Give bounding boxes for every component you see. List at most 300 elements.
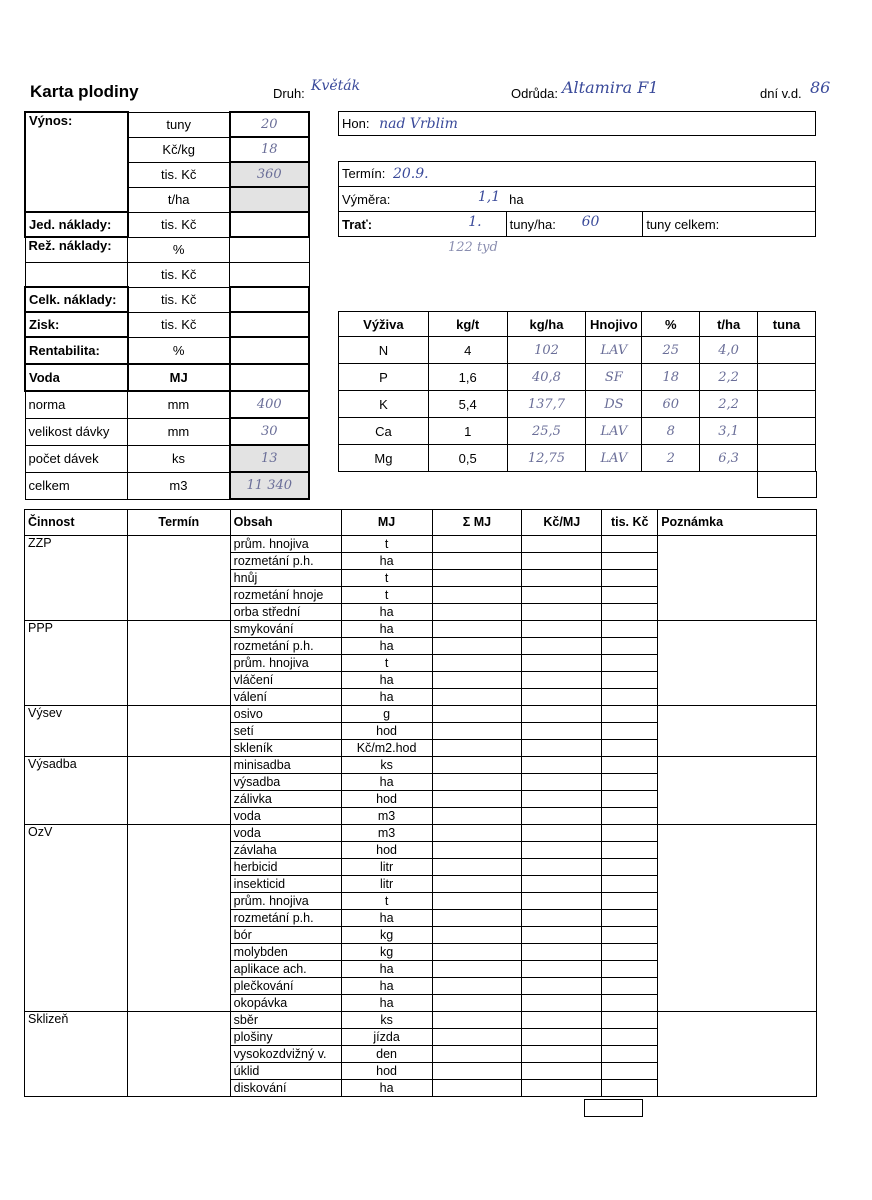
kgha-cell[interactable]: 40,8 bbox=[507, 364, 586, 391]
mj-cell: hod bbox=[341, 1063, 432, 1080]
sum-mj-cell[interactable] bbox=[432, 1063, 522, 1080]
poznamka-cell[interactable] bbox=[658, 1012, 817, 1097]
obsah-cell: prům. hnojiva bbox=[230, 655, 341, 672]
col-header: Obsah bbox=[230, 510, 341, 536]
odruda-label: Odrůda: bbox=[511, 86, 558, 101]
kgt-cell: 1 bbox=[428, 418, 507, 445]
sum-mj-cell[interactable] bbox=[432, 638, 522, 655]
zisk-label: Zisk: bbox=[25, 312, 128, 337]
nutrient-name: N bbox=[339, 337, 429, 364]
poznamka-cell[interactable] bbox=[658, 825, 817, 1012]
sum-mj-cell[interactable] bbox=[432, 553, 522, 570]
sum-mj-cell[interactable] bbox=[432, 825, 522, 842]
table-row bbox=[25, 757, 817, 774]
sum-mj-cell[interactable] bbox=[432, 995, 522, 1012]
mj-cell: ha bbox=[341, 910, 432, 927]
kc-mj-cell[interactable] bbox=[522, 553, 602, 570]
mj-cell: ha bbox=[341, 604, 432, 621]
tis-kc-cell[interactable] bbox=[602, 689, 658, 706]
page-title: Karta plodiny bbox=[30, 82, 139, 101]
tis-kc-cell[interactable] bbox=[602, 893, 658, 910]
kc-mj-cell[interactable] bbox=[522, 723, 602, 740]
mj-cell: ks bbox=[341, 757, 432, 774]
kc-mj-cell[interactable] bbox=[522, 995, 602, 1012]
obsah-cell: úklid bbox=[230, 1063, 341, 1080]
tis-kc-cell[interactable] bbox=[602, 978, 658, 995]
field-info-table bbox=[338, 161, 816, 237]
sum-mj-cell[interactable] bbox=[432, 842, 522, 859]
sum-mj-cell[interactable] bbox=[432, 706, 522, 723]
tuna-cell[interactable] bbox=[758, 364, 816, 391]
obsah-cell: rozmetání p.h. bbox=[230, 638, 341, 655]
unit-cell: tis. Kč bbox=[128, 262, 230, 287]
kc-mj-cell[interactable] bbox=[522, 808, 602, 825]
tis-kc-cell[interactable] bbox=[602, 825, 658, 842]
mj-cell: ha bbox=[341, 978, 432, 995]
tis-kc-cell[interactable] bbox=[602, 587, 658, 604]
unit-cell: t/ha bbox=[128, 187, 230, 212]
tis-kc-cell[interactable] bbox=[602, 723, 658, 740]
termin-cell[interactable] bbox=[127, 621, 230, 706]
dni-value[interactable]: 86 bbox=[810, 78, 831, 97]
kgha-cell[interactable]: 12,75 bbox=[507, 445, 586, 472]
obsah-cell: plečkování bbox=[230, 978, 341, 995]
value-cell bbox=[230, 364, 309, 391]
pct-cell[interactable]: 25 bbox=[642, 337, 700, 364]
sum-mj-cell[interactable] bbox=[432, 570, 522, 587]
kc-mj-cell[interactable] bbox=[522, 927, 602, 944]
dni-label: dní v.d. bbox=[760, 86, 802, 101]
odruda-value[interactable]: Altamira F1 bbox=[562, 78, 659, 97]
sum-mj-cell[interactable] bbox=[432, 723, 522, 740]
mj-cell: litr bbox=[341, 859, 432, 876]
obsah-cell: rozmetání hnoje bbox=[230, 587, 341, 604]
mj-cell: hod bbox=[341, 791, 432, 808]
tis-kc-cell[interactable] bbox=[602, 638, 658, 655]
unit-cell: % bbox=[128, 237, 230, 262]
obsah-cell: osivo bbox=[230, 706, 341, 723]
sum-mj-cell[interactable] bbox=[432, 757, 522, 774]
pct-cell[interactable]: 60 bbox=[642, 391, 700, 418]
obsah-cell: diskování bbox=[230, 1080, 341, 1097]
obsah-cell: prům. hnojiva bbox=[230, 893, 341, 910]
tunyha-label: tuny/ha: bbox=[509, 216, 556, 232]
water-label: počet dávek bbox=[25, 445, 128, 472]
col-header: Činnost bbox=[25, 510, 128, 536]
tis-kc-cell[interactable] bbox=[602, 553, 658, 570]
trat-cell[interactable] bbox=[339, 212, 507, 237]
mj-cell: kg bbox=[341, 944, 432, 961]
termin-cell[interactable] bbox=[127, 1012, 230, 1097]
obsah-cell: minisadba bbox=[230, 757, 341, 774]
water-label: velikost dávky bbox=[25, 418, 128, 445]
pct-cell[interactable]: 8 bbox=[642, 418, 700, 445]
kc-mj-cell[interactable] bbox=[522, 740, 602, 757]
sum-mj-cell[interactable] bbox=[432, 672, 522, 689]
sum-mj-cell[interactable] bbox=[432, 689, 522, 706]
obsah-cell: voda bbox=[230, 825, 341, 842]
obsah-cell: voda bbox=[230, 808, 341, 825]
handwritten-note: 122 tyd bbox=[448, 240, 498, 255]
obsah-cell: plošiny bbox=[230, 1029, 341, 1046]
trat-value[interactable]: 1. bbox=[468, 214, 482, 230]
tha-cell[interactable]: 2,2 bbox=[700, 391, 758, 418]
kc-mj-cell[interactable] bbox=[522, 774, 602, 791]
sum-mj-cell[interactable] bbox=[432, 774, 522, 791]
col-header: kg/t bbox=[428, 312, 507, 337]
kgha-cell[interactable]: 137,7 bbox=[507, 391, 586, 418]
value-cell[interactable] bbox=[230, 212, 309, 237]
kc-mj-cell[interactable] bbox=[522, 621, 602, 638]
hnojivo-cell[interactable]: LAV bbox=[586, 445, 642, 472]
jed-label: Jed. náklady: bbox=[25, 212, 128, 237]
mj-cell: ha bbox=[341, 672, 432, 689]
mj-cell: ha bbox=[341, 1080, 432, 1097]
mj-cell: m3 bbox=[341, 808, 432, 825]
obsah-cell: závlaha bbox=[230, 842, 341, 859]
obsah-cell: aplikace ach. bbox=[230, 961, 341, 978]
tis-kc-cell[interactable] bbox=[602, 1080, 658, 1097]
unit-cell: mm bbox=[128, 418, 230, 445]
druh-label: Druh: bbox=[273, 86, 305, 101]
poznamka-cell[interactable] bbox=[658, 536, 817, 621]
mj-cell: ha bbox=[341, 621, 432, 638]
nutrient-name: P bbox=[339, 364, 429, 391]
unit-cell: mm bbox=[128, 391, 230, 418]
sum-mj-cell[interactable] bbox=[432, 604, 522, 621]
mj-cell: jízda bbox=[341, 1029, 432, 1046]
unit-cell: tis. Kč bbox=[128, 162, 230, 187]
celk-label: Celk. náklady: bbox=[25, 287, 128, 312]
hon-value[interactable]: nad Vrblim bbox=[379, 115, 458, 132]
tunyha-cell[interactable] bbox=[506, 212, 643, 237]
tis-kc-cell[interactable] bbox=[602, 536, 658, 553]
sum-mj-cell[interactable] bbox=[432, 791, 522, 808]
poznamka-cell[interactable] bbox=[658, 706, 817, 757]
tis-kc-cell[interactable] bbox=[602, 944, 658, 961]
obsah-cell: zálivka bbox=[230, 791, 341, 808]
value-cell[interactable] bbox=[230, 312, 309, 337]
tuna-cell[interactable] bbox=[758, 445, 816, 472]
kgt-cell: 0,5 bbox=[428, 445, 507, 472]
hnojivo-cell[interactable]: LAV bbox=[586, 337, 642, 364]
tis-kc-cell[interactable] bbox=[602, 570, 658, 587]
activities-table bbox=[24, 509, 817, 1097]
obsah-cell: rozmetání p.h. bbox=[230, 910, 341, 927]
mj-cell: hod bbox=[341, 842, 432, 859]
vymera-value[interactable]: 1,1 bbox=[477, 189, 501, 205]
col-header: Σ MJ bbox=[432, 510, 522, 536]
tis-kc-cell[interactable] bbox=[602, 774, 658, 791]
yield-table bbox=[24, 111, 310, 500]
activity-group-label: OzV bbox=[25, 825, 128, 1012]
sum-mj-cell[interactable] bbox=[432, 910, 522, 927]
obsah-cell: skleník bbox=[230, 740, 341, 757]
kc-mj-cell[interactable] bbox=[522, 672, 602, 689]
kc-mj-cell[interactable] bbox=[522, 1063, 602, 1080]
tis-kc-cell[interactable] bbox=[602, 706, 658, 723]
sum-mj-cell[interactable] bbox=[432, 944, 522, 961]
sum-mj-cell[interactable] bbox=[432, 859, 522, 876]
value-cell[interactable] bbox=[230, 187, 309, 212]
termin-cell[interactable] bbox=[127, 706, 230, 757]
mj-cell: litr bbox=[341, 876, 432, 893]
unit-cell: Kč/kg bbox=[128, 137, 230, 162]
tha-cell[interactable]: 3,1 bbox=[700, 418, 758, 445]
activity-group-label: Sklizeň bbox=[25, 1012, 128, 1097]
activity-group-label: PPP bbox=[25, 621, 128, 706]
tunycelkem-cell[interactable] bbox=[643, 212, 816, 237]
tis-kc-cell[interactable] bbox=[602, 842, 658, 859]
value-cell[interactable]: 400 bbox=[230, 391, 309, 418]
mj-cell: ha bbox=[341, 774, 432, 791]
vymera-label: Výměra: bbox=[342, 191, 391, 207]
hon-cell[interactable] bbox=[339, 112, 816, 136]
kc-mj-cell[interactable] bbox=[522, 1012, 602, 1029]
tis-kc-cell[interactable] bbox=[602, 1063, 658, 1080]
sum-mj-cell[interactable] bbox=[432, 961, 522, 978]
sum-mj-cell[interactable] bbox=[432, 1029, 522, 1046]
col-header: Poznámka bbox=[658, 510, 817, 536]
obsah-cell: molybden bbox=[230, 944, 341, 961]
tis-kc-cell[interactable] bbox=[602, 995, 658, 1012]
mj-cell: t bbox=[341, 893, 432, 910]
obsah-cell: vláčení bbox=[230, 672, 341, 689]
sum-mj-cell[interactable] bbox=[432, 587, 522, 604]
kc-mj-cell[interactable] bbox=[522, 842, 602, 859]
unit-cell: tuny bbox=[128, 112, 230, 137]
kc-mj-cell[interactable] bbox=[522, 536, 602, 553]
mj-cell: t bbox=[341, 536, 432, 553]
sum-mj-cell[interactable] bbox=[432, 978, 522, 995]
value-cell[interactable]: 18 bbox=[230, 137, 309, 162]
sum-mj-cell[interactable] bbox=[432, 876, 522, 893]
tis-kc-total-cell[interactable] bbox=[584, 1099, 643, 1117]
druh-value[interactable]: Květák bbox=[311, 78, 361, 94]
termin-cell[interactable] bbox=[339, 162, 816, 187]
tis-kc-cell[interactable] bbox=[602, 604, 658, 621]
unit-cell: tis. Kč bbox=[128, 287, 230, 312]
hnojivo-cell[interactable]: SF bbox=[586, 364, 642, 391]
kc-mj-cell[interactable] bbox=[522, 638, 602, 655]
mj-cell: ha bbox=[341, 961, 432, 978]
kgt-cell: 1,6 bbox=[428, 364, 507, 391]
activity-group-label: Výsev bbox=[25, 706, 128, 757]
obsah-cell: setí bbox=[230, 723, 341, 740]
sum-mj-cell[interactable] bbox=[432, 621, 522, 638]
nutrient-name: Mg bbox=[339, 445, 429, 472]
tis-kc-cell[interactable] bbox=[602, 910, 658, 927]
nutrient-name: K bbox=[339, 391, 429, 418]
mj-cell: m3 bbox=[341, 825, 432, 842]
sum-mj-cell[interactable] bbox=[432, 808, 522, 825]
obsah-cell: prům. hnojiva bbox=[230, 536, 341, 553]
col-header: Výživa bbox=[339, 312, 429, 337]
tis-kc-cell[interactable] bbox=[602, 876, 658, 893]
mj-cell: ha bbox=[341, 995, 432, 1012]
tis-kc-cell[interactable] bbox=[602, 791, 658, 808]
obsah-cell: smykování bbox=[230, 621, 341, 638]
sum-mj-cell[interactable] bbox=[432, 1046, 522, 1063]
mj-cell: ha bbox=[341, 638, 432, 655]
obsah-cell: sběr bbox=[230, 1012, 341, 1029]
kc-mj-cell[interactable] bbox=[522, 978, 602, 995]
value-cell[interactable]: 20 bbox=[230, 112, 309, 137]
mj-cell: t bbox=[341, 587, 432, 604]
sum-mj-cell[interactable] bbox=[432, 536, 522, 553]
tha-cell[interactable]: 6,3 bbox=[700, 445, 758, 472]
col-header: Hnojivo bbox=[586, 312, 642, 337]
voda-unit: MJ bbox=[128, 364, 230, 391]
value-cell[interactable]: 30 bbox=[230, 418, 309, 445]
sum-mj-cell[interactable] bbox=[432, 893, 522, 910]
trat-label: Trať: bbox=[342, 216, 373, 232]
kc-mj-cell[interactable] bbox=[522, 910, 602, 927]
value-cell[interactable]: 11 340 bbox=[230, 472, 309, 499]
kc-mj-cell[interactable] bbox=[522, 876, 602, 893]
kc-mj-cell[interactable] bbox=[522, 1046, 602, 1063]
sum-mj-cell[interactable] bbox=[432, 927, 522, 944]
pct-cell[interactable]: 2 bbox=[642, 445, 700, 472]
unit-cell: tis. Kč bbox=[128, 212, 230, 237]
tis-kc-cell[interactable] bbox=[602, 655, 658, 672]
col-header: t/ha bbox=[700, 312, 758, 337]
kgha-cell[interactable]: 102 bbox=[507, 337, 586, 364]
tis-kc-cell[interactable] bbox=[602, 621, 658, 638]
table-row bbox=[25, 1012, 817, 1029]
col-header: tis. Kč bbox=[602, 510, 658, 536]
kgt-cell: 5,4 bbox=[428, 391, 507, 418]
tis-kc-cell[interactable] bbox=[602, 927, 658, 944]
termin-cell[interactable] bbox=[127, 757, 230, 825]
tuna-cell[interactable] bbox=[758, 337, 816, 364]
mj-cell: ha bbox=[341, 553, 432, 570]
col-header: kg/ha bbox=[507, 312, 586, 337]
obsah-cell: vysokozdvižný v. bbox=[230, 1046, 341, 1063]
col-header: Kč/MJ bbox=[522, 510, 602, 536]
tis-kc-cell[interactable] bbox=[602, 808, 658, 825]
mj-cell: t bbox=[341, 570, 432, 587]
kc-mj-cell[interactable] bbox=[522, 791, 602, 808]
hnojivo-cell[interactable]: DS bbox=[586, 391, 642, 418]
kc-mj-cell[interactable] bbox=[522, 604, 602, 621]
value-cell[interactable] bbox=[230, 237, 309, 262]
poznamka-cell[interactable] bbox=[658, 621, 817, 706]
kc-mj-cell[interactable] bbox=[522, 1029, 602, 1046]
sum-mj-cell[interactable] bbox=[432, 1080, 522, 1097]
vymera-unit: ha bbox=[506, 187, 815, 212]
tha-cell[interactable]: 2,2 bbox=[700, 364, 758, 391]
obsah-cell: okopávka bbox=[230, 995, 341, 1012]
value-cell[interactable] bbox=[230, 287, 309, 312]
kc-mj-cell[interactable] bbox=[522, 689, 602, 706]
unit-cell: tis. Kč bbox=[128, 312, 230, 337]
water-label: norma bbox=[25, 391, 128, 418]
kc-mj-cell[interactable] bbox=[522, 587, 602, 604]
vynos-label: Výnos: bbox=[25, 112, 128, 212]
obsah-cell: rozmetání p.h. bbox=[230, 553, 341, 570]
tis-kc-cell[interactable] bbox=[602, 757, 658, 774]
kc-mj-cell[interactable] bbox=[522, 706, 602, 723]
rent-label: Rentabilita: bbox=[25, 337, 128, 364]
mj-cell: g bbox=[341, 706, 432, 723]
voda-label: Voda bbox=[25, 364, 128, 391]
nutrient-name: Ca bbox=[339, 418, 429, 445]
mj-cell: ks bbox=[341, 1012, 432, 1029]
tis-kc-cell[interactable] bbox=[602, 1029, 658, 1046]
tuna-total-cell[interactable] bbox=[757, 471, 817, 498]
kc-mj-cell[interactable] bbox=[522, 893, 602, 910]
col-header: MJ bbox=[341, 510, 432, 536]
empty-label-cell bbox=[25, 262, 128, 287]
tis-kc-cell[interactable] bbox=[602, 1046, 658, 1063]
table-row bbox=[25, 621, 817, 638]
poznamka-cell[interactable] bbox=[658, 757, 817, 825]
value-cell[interactable]: 13 bbox=[230, 445, 309, 472]
kc-mj-cell[interactable] bbox=[522, 825, 602, 842]
tuna-cell[interactable] bbox=[758, 418, 816, 445]
kc-mj-cell[interactable] bbox=[522, 1080, 602, 1097]
value-cell[interactable] bbox=[230, 337, 309, 364]
water-label: celkem bbox=[25, 472, 128, 499]
hnojivo-cell[interactable]: LAV bbox=[586, 418, 642, 445]
obsah-cell: výsadba bbox=[230, 774, 341, 791]
kc-mj-cell[interactable] bbox=[522, 570, 602, 587]
tuna-cell[interactable] bbox=[758, 391, 816, 418]
kc-mj-cell[interactable] bbox=[522, 757, 602, 774]
col-header: % bbox=[642, 312, 700, 337]
value-cell[interactable] bbox=[230, 262, 309, 287]
col-header: tuna bbox=[758, 312, 816, 337]
termin-cell[interactable] bbox=[127, 536, 230, 621]
tis-kc-cell[interactable] bbox=[602, 961, 658, 978]
kc-mj-cell[interactable] bbox=[522, 944, 602, 961]
sum-mj-cell[interactable] bbox=[432, 1012, 522, 1029]
tunycelkem-label: tuny celkem: bbox=[646, 216, 720, 232]
mj-cell: kg bbox=[341, 927, 432, 944]
kgt-cell: 4 bbox=[428, 337, 507, 364]
table-row bbox=[25, 706, 817, 723]
mj-cell: ha bbox=[341, 689, 432, 706]
tis-kc-cell[interactable] bbox=[602, 740, 658, 757]
obsah-cell: válení bbox=[230, 689, 341, 706]
tis-kc-cell[interactable] bbox=[602, 859, 658, 876]
kc-mj-cell[interactable] bbox=[522, 859, 602, 876]
value-cell[interactable]: 360 bbox=[230, 162, 309, 187]
tunyha-value[interactable]: 60 bbox=[581, 214, 600, 230]
sum-mj-cell[interactable] bbox=[432, 740, 522, 757]
kgha-cell[interactable]: 25,5 bbox=[507, 418, 586, 445]
termin-label: Termín: bbox=[342, 166, 386, 181]
unit-cell: ks bbox=[128, 445, 230, 472]
mj-cell: t bbox=[341, 655, 432, 672]
termin-cell[interactable] bbox=[127, 825, 230, 1012]
mj-cell: Kč/m2.hod bbox=[341, 740, 432, 757]
col-header: Termín bbox=[127, 510, 230, 536]
pct-cell[interactable]: 18 bbox=[642, 364, 700, 391]
termin-value[interactable]: 20.9. bbox=[392, 166, 429, 182]
activity-group-label: ZZP bbox=[25, 536, 128, 621]
vymera-cell[interactable] bbox=[339, 187, 507, 212]
tis-kc-cell[interactable] bbox=[602, 672, 658, 689]
tis-kc-cell[interactable] bbox=[602, 1012, 658, 1029]
obsah-cell: orba střední bbox=[230, 604, 341, 621]
sum-mj-cell[interactable] bbox=[432, 655, 522, 672]
kc-mj-cell[interactable] bbox=[522, 961, 602, 978]
unit-cell: % bbox=[128, 337, 230, 364]
kc-mj-cell[interactable] bbox=[522, 655, 602, 672]
tha-cell[interactable]: 4,0 bbox=[700, 337, 758, 364]
